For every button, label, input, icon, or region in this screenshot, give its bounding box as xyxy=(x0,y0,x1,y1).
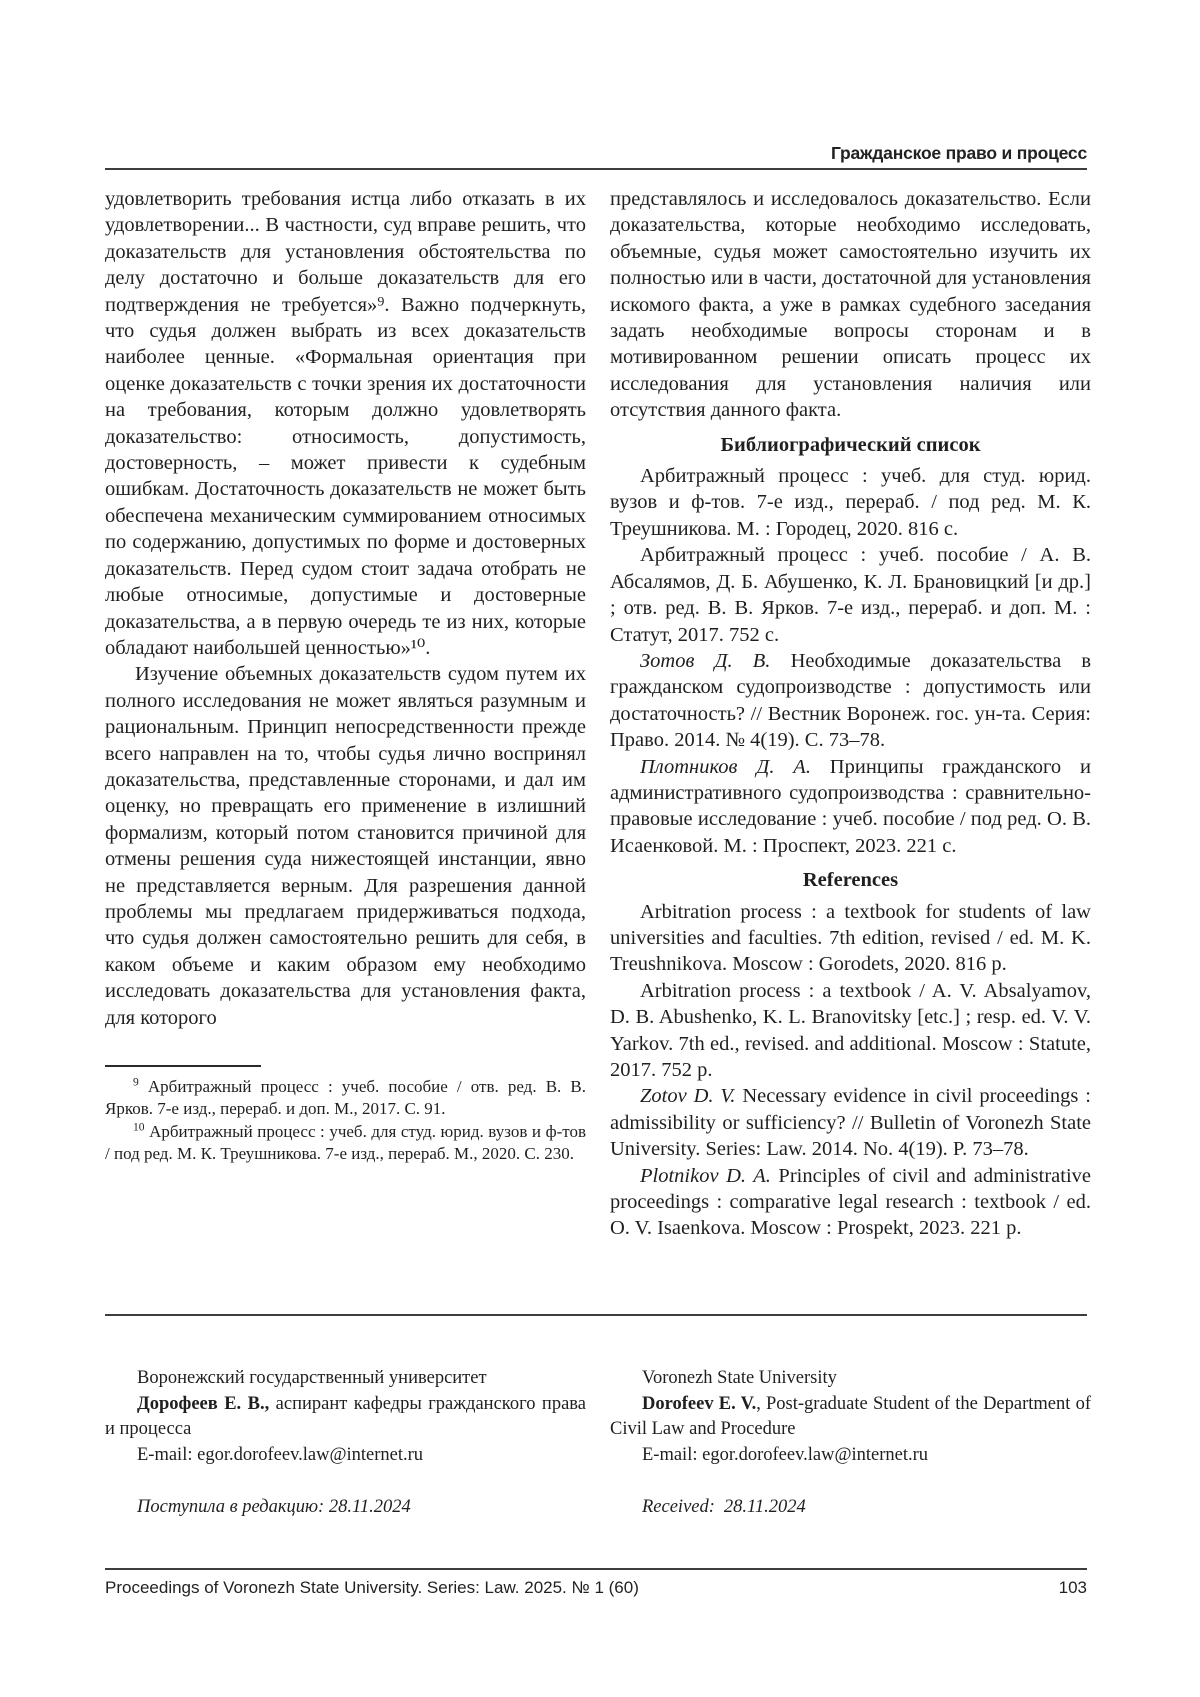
author-role-ru: аспирант кафедры гражданского права и процесса xyxy=(105,1393,586,1439)
footnote-marker: 10 xyxy=(133,1120,145,1134)
author-line-ru xyxy=(105,1392,586,1443)
affiliation-en: Voronezh State University xyxy=(642,1368,837,1388)
author-info-ru xyxy=(105,1366,586,1521)
header-rule xyxy=(105,168,1087,170)
reference-item-author: Zotov D. V. xyxy=(640,1085,736,1108)
page-number: 103 xyxy=(1058,1578,1087,1597)
body-paragraph: Изучение объемных доказательств судом путем их полного исследования не может являться разумным и рациональным. Принцип непосредственности прежде всего направлен на то, чтобы судья лично воспринял доказательства, представленные сторонами, и дал им оценку, но превращать его применение в излишний формализм, который потом становится причиной для отмены решения суда нижестоящей инстанции, явно не представляется верным. Для разрешения данной проблемы мы предлагаем придерживаться подхода, что судья должен самостоятельно решить для себя, в каком объеме и каким образом ему необходимо исследовать доказательства для установления факта, для которого xyxy=(105,663,586,1029)
reference-item-text: Necessary evidence in civil proceedings : admissibility or sufficiency? // Bulletin of Voronezh State University. Series: Law. 2014. No. 4(19). P. 73–78. xyxy=(610,1085,1091,1161)
received-label-en: Received: xyxy=(642,1497,715,1517)
footnote xyxy=(105,1076,586,1121)
reference-item xyxy=(610,978,1091,1084)
running-head: Гражданское право и процесс xyxy=(830,143,1087,163)
body-paragraph: удовлетворить требования истца либо отказать в их удовлетворении... В частности, суд вправе решить, что доказательств для установления обстоятельства по делу достаточно и больше доказательств для его подтверждения не требуется»⁹. Важно подчеркнуть, что судья должен выбрать из всех доказательств наиболее ценные. «Формальная ориентация при оценке доказательств с точки зрения их достаточности на требования, которым должно удовлетворять доказательство: относимость, допустимость, достоверность, – может привести к судебным ошибкам. Достаточность доказательств не может быть обеспечена механическим суммированием относимых по содержанию, допустимых по форме и достоверных доказательств. Перед судом стоит задача отобрать не любые относимые, допустимые и достоверные доказательства, а в первую очередь те из них, которые обладают наибольшей ценностью»¹⁰. xyxy=(105,188,586,659)
right-column xyxy=(610,186,1091,1242)
received-date-en xyxy=(610,1495,1091,1521)
footer-rule xyxy=(105,1568,1087,1570)
author-role-en: , Post-graduate Student of the Department of Civil Law and Procedure xyxy=(610,1393,1091,1439)
author-section xyxy=(105,1366,1091,1521)
bibliography-item-author: Зотов Д. В. xyxy=(640,649,771,672)
bibliography-item xyxy=(610,463,1091,542)
received-date-value-en: 28.11.2024 xyxy=(723,1497,806,1517)
bibliography-item xyxy=(610,542,1091,648)
footnote-marker: 9 xyxy=(133,1075,139,1089)
references-heading: References xyxy=(802,869,899,892)
reference-item xyxy=(610,1163,1091,1242)
footer-journal-title: Proceedings of Voronezh State University. Series: Law. 2025. № 1 (60) xyxy=(105,1578,639,1597)
footnote xyxy=(105,1121,586,1166)
received-date-ru: Поступила в редакцию: 28.11.2024 xyxy=(137,1497,411,1517)
reference-item xyxy=(610,899,1091,978)
author-name-en: Dorofeev E. V. xyxy=(642,1393,757,1414)
bibliography-item xyxy=(610,754,1091,860)
bibliography-item-text: Арбитражный процесс : учеб. пособие / А. В. Абсалямов, Д. Б. Абушенко, К. Л. Брановицкий [и др.] ; отв. ред. В. В. Ярков. 7-е изд., перераб. и доп. М. : Статут, 2017. 752 с. xyxy=(610,544,1091,646)
bibliography-heading: Библиографический список xyxy=(720,433,981,456)
reference-item xyxy=(610,1083,1091,1162)
reference-item-author: Plotnikov D. A. xyxy=(640,1164,771,1187)
author-email-ru: E-mail: egor.dorofeev.law@internet.ru xyxy=(137,1444,424,1465)
author-name-ru: Дорофеев Е. В., xyxy=(137,1393,270,1414)
bibliography-item xyxy=(610,648,1091,754)
author-line-en xyxy=(610,1392,1091,1443)
reference-item-text: Arbitration process : a textbook / A. V. Absalyamov, D. B. Abushenko, K. L. Branovitsky [etc.] ; resp. ed. V. V. Yarkov. 7th ed., revised. and additional. Moscow : Statute, 2017. 752 p. xyxy=(610,979,1091,1081)
affiliation-ru: Воронежский государственный университет xyxy=(137,1368,487,1388)
bibliography-item-text: Арбитражный процесс : учеб. для студ. юрид. вузов и ф-тов. 7-е изд., перераб. / под ред. М. К. Треушникова. М. : Городец, 2020. 816 с. xyxy=(610,465,1091,540)
author-email-en: E-mail: egor.dorofeev.law@internet.ru xyxy=(642,1444,929,1465)
article-body xyxy=(105,186,1091,1242)
journal-footer xyxy=(105,1578,1087,1598)
bibliography-item-text: Необходимые доказательства в гражданском судопроизводстве : допустимость или достаточность? // Вестник Воронеж. гос. ун-та. Серия: Право. 2014. № 4(19). С. 73–78. xyxy=(610,649,1091,752)
footnote-block xyxy=(105,1065,586,1166)
author-info-en xyxy=(610,1366,1091,1521)
bibliography-item-text: Принципы гражданского и административного судопроизводства : сравнительно-правовые исследование : учеб. пособие / под ред. О. В. Исаенковой. М. : Проспект, 2023. 221 с. xyxy=(610,755,1091,857)
bibliography-item-author: Плотников Д. А. xyxy=(640,755,811,778)
author-section-divider xyxy=(105,1314,1087,1316)
footnote-separator xyxy=(105,1065,261,1067)
footnote-text: Арбитражный процесс : учеб. для студ. юрид. вузов и ф-тов / под ред. М. К. Треушникова. 7-е изд., перераб. М., 2020. С. 230. xyxy=(105,1121,586,1164)
reference-item-text: Arbitration process : a textbook for students of law universities and faculties. 7th edition, revised / ed. M. K. Treushnikova. Moscow : Gorodets, 2020. 816 p. xyxy=(610,900,1091,976)
reference-item-text: Principles of civil and administrative proceedings : comparative legal research : textbook / ed. O. V. Isaenkova. Moscow : Prospekt, 2023. 221 p. xyxy=(610,1164,1091,1240)
footnote-text: Арбитражный процесс : учеб. пособие / отв. ред. В. В. Ярков. 7-е изд., перераб. и доп. М., 2017. С. 91. xyxy=(105,1077,586,1119)
body-paragraph: представлялось и исследовалось доказательство. Если доказательства, которые необходимо исследовать, объемные, судья может самостоятельно изучить их полностью или в части, достаточной для установления искомого факта, а уже в рамках судебного заседания задать необходимые вопросы сторонам и в мотивированном решении описать процесс их исследования для установления наличия или отсутствия данного факта. xyxy=(610,188,1091,422)
left-column xyxy=(105,186,586,1242)
